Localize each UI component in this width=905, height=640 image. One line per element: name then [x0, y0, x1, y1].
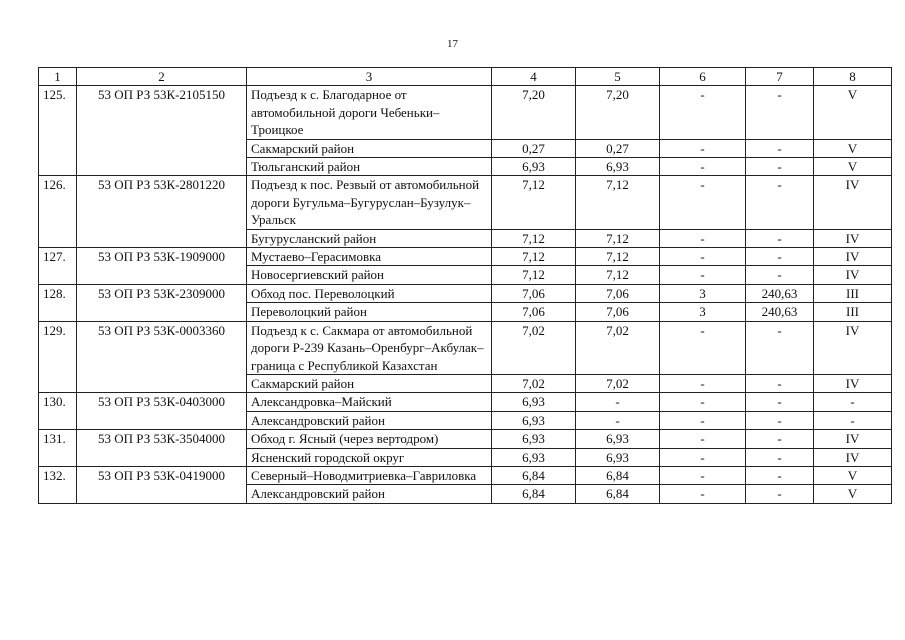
road-id-code: 53 ОП РЗ 53К-0419000 — [77, 466, 247, 503]
value-cell: - — [660, 248, 746, 266]
value-cell: - — [660, 430, 746, 448]
length-cell: 7,02 — [576, 374, 660, 392]
category-cell: - — [814, 393, 892, 411]
length-cell: 6,93 — [492, 430, 576, 448]
value-cell: - — [660, 374, 746, 392]
category-cell: V — [814, 485, 892, 503]
value-cell: - — [746, 485, 814, 503]
value-cell: - — [746, 321, 814, 374]
category-cell: IV — [814, 266, 892, 284]
length-cell: 7,02 — [492, 321, 576, 374]
length-cell: 6,84 — [492, 485, 576, 503]
length-cell: 7,12 — [492, 266, 576, 284]
length-cell: 6,84 — [576, 485, 660, 503]
road-name-cell: Сакмарский район — [247, 139, 492, 157]
column-header: 5 — [576, 68, 660, 86]
table-row-road — [39, 86, 892, 139]
value-cell: 3 — [660, 284, 746, 302]
length-cell: 6,93 — [492, 448, 576, 466]
length-cell: 7,12 — [492, 229, 576, 247]
road-name-cell: Обход пос. Переволоцкий — [247, 284, 492, 302]
length-cell: 7,06 — [576, 284, 660, 302]
category-cell: IV — [814, 229, 892, 247]
length-cell: 6,93 — [576, 430, 660, 448]
road-name-cell: Переволоцкий район — [247, 303, 492, 321]
category-cell: IV — [814, 248, 892, 266]
road-name-cell: Бугурусланский район — [247, 229, 492, 247]
column-header: 6 — [660, 68, 746, 86]
value-cell: 3 — [660, 303, 746, 321]
value-cell: - — [660, 176, 746, 229]
length-cell: 0,27 — [576, 139, 660, 157]
entry-number: 131. — [39, 430, 77, 467]
road-id-code: 53 ОП РЗ 53К-0003360 — [77, 321, 247, 393]
column-header: 4 — [492, 68, 576, 86]
length-cell: 6,93 — [492, 411, 576, 429]
value-cell: - — [746, 393, 814, 411]
road-name-cell: Александровка–Майский — [247, 393, 492, 411]
value-cell: - — [746, 374, 814, 392]
road-name-cell: Тюльганский район — [247, 158, 492, 176]
value-cell: - — [660, 158, 746, 176]
category-cell: IV — [814, 374, 892, 392]
road-name-cell: Мустаево–Герасимовка — [247, 248, 492, 266]
length-cell: 7,20 — [576, 86, 660, 139]
length-cell: 7,12 — [576, 176, 660, 229]
column-header: 3 — [247, 68, 492, 86]
value-cell: - — [660, 466, 746, 484]
road-id-code: 53 ОП РЗ 53К-2309000 — [77, 284, 247, 321]
length-cell: - — [576, 411, 660, 429]
road-id-code: 53 ОП РЗ 53К-3504000 — [77, 430, 247, 467]
length-cell: - — [576, 393, 660, 411]
category-cell: V — [814, 139, 892, 157]
value-cell: - — [660, 485, 746, 503]
length-cell: 6,93 — [492, 158, 576, 176]
road-name-cell: Ясненский городской округ — [247, 448, 492, 466]
category-cell: V — [814, 158, 892, 176]
road-id-code: 53 ОП РЗ 53К-2801220 — [77, 176, 247, 248]
road-name-cell: Александровский район — [247, 485, 492, 503]
value-cell: - — [746, 411, 814, 429]
entry-number: 126. — [39, 176, 77, 248]
table-row-road — [39, 248, 892, 266]
road-id-code: 53 ОП РЗ 53К-2105150 — [77, 86, 247, 176]
value-cell: - — [746, 266, 814, 284]
column-header: 8 — [814, 68, 892, 86]
value-cell: - — [746, 430, 814, 448]
road-id-code: 53 ОП РЗ 53К-1909000 — [77, 248, 247, 285]
road-name-cell: Сакмарский район — [247, 374, 492, 392]
length-cell: 7,12 — [492, 248, 576, 266]
entry-number: 130. — [39, 393, 77, 430]
value-cell: - — [746, 86, 814, 139]
value-cell: 240,63 — [746, 284, 814, 302]
value-cell: - — [660, 393, 746, 411]
length-cell: 7,06 — [492, 284, 576, 302]
table-row-road — [39, 176, 892, 229]
table-row-road — [39, 430, 892, 448]
road-name-cell: Подъезд к с. Благодарное от автомобильной дороги Чебеньки–Троицкое — [247, 86, 492, 139]
value-cell: - — [746, 248, 814, 266]
value-cell: - — [660, 266, 746, 284]
value-cell: - — [660, 139, 746, 157]
road-name-cell: Александровский район — [247, 411, 492, 429]
table-row-road — [39, 321, 892, 374]
road-name-cell: Новосергиевский район — [247, 266, 492, 284]
entry-number: 132. — [39, 466, 77, 503]
entry-number: 129. — [39, 321, 77, 393]
length-cell: 7,02 — [492, 374, 576, 392]
value-cell: - — [746, 466, 814, 484]
category-cell: V — [814, 86, 892, 139]
category-cell: IV — [814, 176, 892, 229]
column-header: 7 — [746, 68, 814, 86]
length-cell: 6,93 — [492, 393, 576, 411]
category-cell: IV — [814, 448, 892, 466]
road-name-cell: Подъезд к пос. Резвый от автомобильной дороги Бугульма–Бугуруслан–Бузулук–Уральск — [247, 176, 492, 229]
column-number-row — [39, 68, 892, 86]
column-header: 1 — [39, 68, 77, 86]
entry-number: 128. — [39, 284, 77, 321]
length-cell: 7,12 — [576, 248, 660, 266]
length-cell: 6,93 — [576, 158, 660, 176]
value-cell: 240,63 — [746, 303, 814, 321]
value-cell: - — [660, 448, 746, 466]
length-cell: 7,12 — [576, 229, 660, 247]
category-cell: - — [814, 411, 892, 429]
value-cell: - — [660, 321, 746, 374]
table-row-road — [39, 284, 892, 302]
value-cell: - — [746, 158, 814, 176]
road-name-cell: Обход г. Ясный (через вертодром) — [247, 430, 492, 448]
length-cell: 7,12 — [576, 266, 660, 284]
entry-number: 125. — [39, 86, 77, 176]
category-cell: III — [814, 303, 892, 321]
table-row-road — [39, 466, 892, 484]
category-cell: V — [814, 466, 892, 484]
entry-number: 127. — [39, 248, 77, 285]
value-cell: - — [746, 176, 814, 229]
value-cell: - — [746, 229, 814, 247]
length-cell: 6,84 — [492, 466, 576, 484]
road-name-cell: Северный–Новодмитриевка–Гавриловка — [247, 466, 492, 484]
value-cell: - — [660, 86, 746, 139]
page-number: 17 — [447, 38, 458, 50]
value-cell: - — [660, 229, 746, 247]
length-cell: 7,02 — [576, 321, 660, 374]
road-id-code: 53 ОП РЗ 53К-0403000 — [77, 393, 247, 430]
column-header: 2 — [77, 68, 247, 86]
table-row-road — [39, 393, 892, 411]
length-cell: 7,06 — [576, 303, 660, 321]
category-cell: IV — [814, 321, 892, 374]
roads-table — [38, 67, 892, 504]
length-cell: 7,20 — [492, 86, 576, 139]
length-cell: 7,06 — [492, 303, 576, 321]
length-cell: 6,93 — [576, 448, 660, 466]
length-cell: 0,27 — [492, 139, 576, 157]
length-cell: 6,84 — [576, 466, 660, 484]
category-cell: III — [814, 284, 892, 302]
road-name-cell: Подъезд к с. Сакмара от автомобильной дороги Р-239 Казань–Оренбург–Акбулак–граница с Республикой Казахстан — [247, 321, 492, 374]
length-cell: 7,12 — [492, 176, 576, 229]
value-cell: - — [660, 411, 746, 429]
category-cell: IV — [814, 430, 892, 448]
value-cell: - — [746, 139, 814, 157]
value-cell: - — [746, 448, 814, 466]
